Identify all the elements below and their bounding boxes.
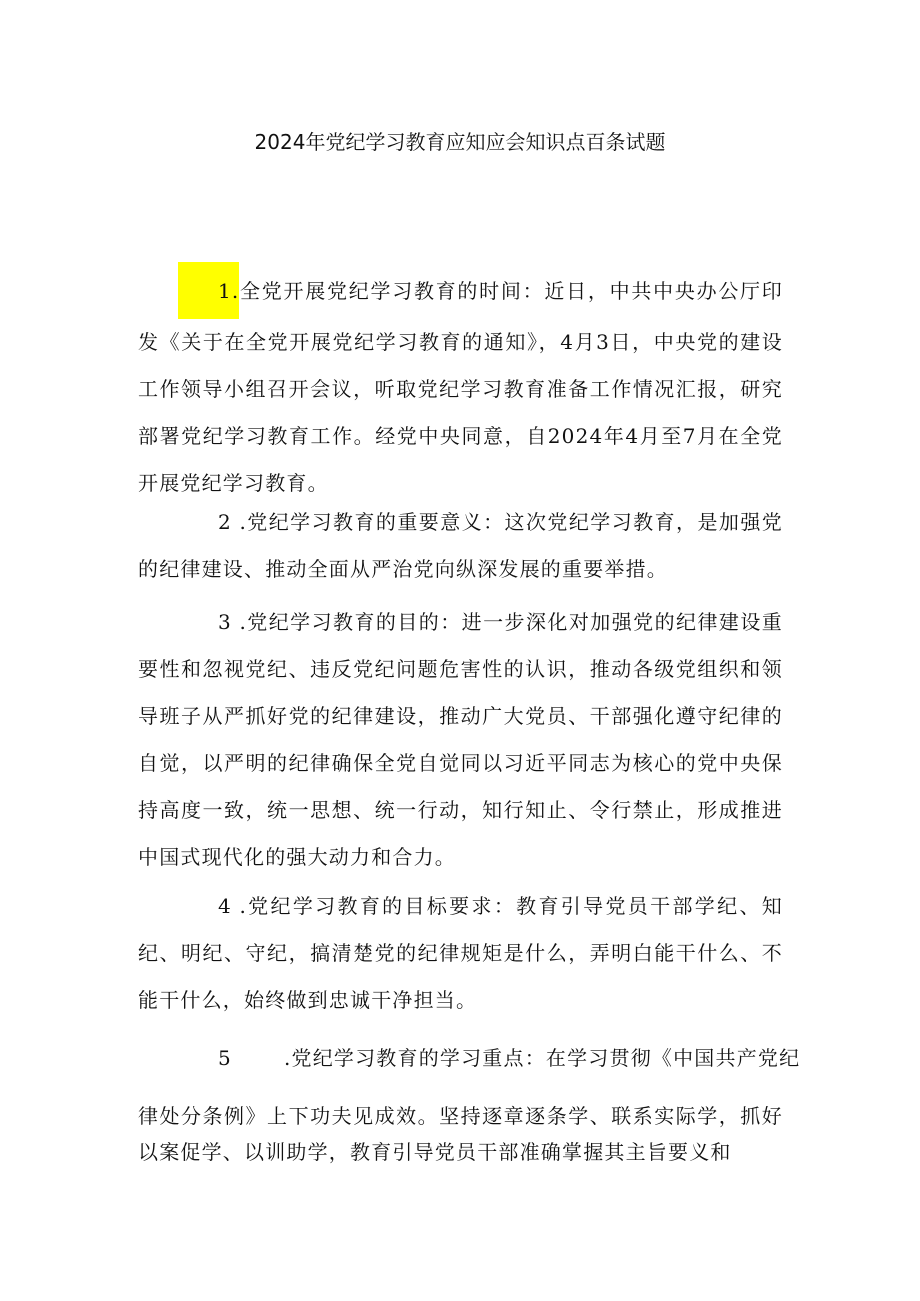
paragraph-text: 党纪学习教育的目标要求：教育引导党员干部学纪、知纪、明纪、守纪，搞清楚党的纪律规矩是什么，弄明白能干什么、不能干什么，始终做到忠诚干净担当。 (138, 894, 783, 1012)
paragraph-text: 党纪学习教育的目的：进一步深化对加强党的纪律建设重要性和忽视党纪、违反党纪问题危害性的认识，推动各级党组织和领导班子从严抓好党的纪律建设，推动广大党员、干部强化遵守纪律的自觉，以严明的纪律确保全党自觉同以习近平同志为核心的党中央保持高度一致，统一思想、统一行动，知行知止、令行禁止，形成推进中国式现代化的强大动力和合力。 (138, 610, 783, 869)
paragraph-text: 全党开展党纪学习教育的时间：近日，中共中央办公厅印发《关于在全党开展党纪学习教育的通知》，4月3日，中央党的建设工作领导小组召开会议，听取党纪学习教育准备工作情况汇报，研究部署党纪学习教育工作。经党中央同意，自2024年4月至7月在全党开展党纪学习教育。 (138, 279, 783, 495)
paragraph-5-first-line (138, 1035, 801, 1082)
paragraph-3 (138, 599, 783, 881)
paragraph-text: 律处分条例》上下功夫见成效。坚持逐章逐条学、联系实际学，抓好以案促学、以训助学，教育引导党员干部准确掌握其主旨要义和 (138, 1104, 783, 1164)
paragraph-1 (138, 262, 783, 507)
paragraph-number: 5 (218, 1046, 232, 1070)
paragraph-text: 党纪学习教育的重要意义：这次党纪学习教育，是加强党的纪律建设、推动全面从严治党向纵深发展的重要举措。 (138, 510, 783, 581)
paragraph-4 (138, 883, 783, 1024)
paragraph-number-highlighted: 1. (178, 262, 239, 319)
paragraph-number: 3 . (218, 610, 248, 634)
document-title: 2024年党纪学习教育应知应会知识点百条试题 (254, 130, 666, 154)
paragraph-number: 2 . (218, 510, 248, 534)
paragraph-2 (138, 499, 783, 593)
paragraph-number: 4 . (218, 894, 248, 918)
paragraph-text: .党纪学习教育的学习重点：在学习贯彻《中国共产党纪 (283, 1046, 801, 1070)
paragraph-5-continuation (138, 1098, 783, 1170)
